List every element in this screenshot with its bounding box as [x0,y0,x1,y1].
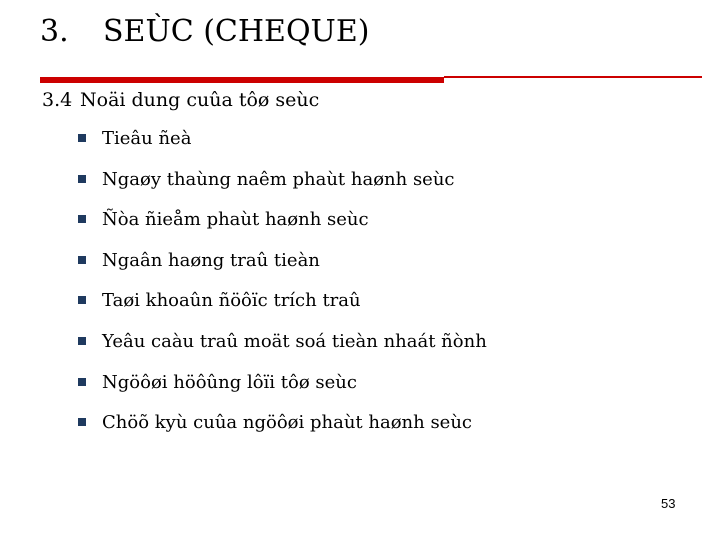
bullet-list [78,126,487,451]
square-bullet-icon [78,215,86,223]
bullet-text: Ñòa ñieåm phaùt haønh seùc [102,209,369,231]
list-item [78,329,487,370]
square-bullet-icon [78,134,86,142]
bullet-text: Ngaân haøng traû tieàn [102,249,320,271]
list-item [78,126,487,167]
square-bullet-icon [78,175,86,183]
list-item [78,248,487,289]
square-bullet-icon [78,296,86,304]
list-item [78,167,487,208]
page-number: 53 [661,496,676,511]
bullet-text: Tieâu ñeà [102,128,192,149]
bullet-text: Yeâu caàu traû moät soá tieàn nhaát ñònh [102,330,487,352]
bullet-text: Taøi khoaûn ñöôïc trích traû [102,290,361,312]
title-underline-thick [40,77,444,83]
list-item [78,288,487,329]
section-heading-text: Noäi dung cuûa tôø seùc [80,89,320,111]
bullet-text: Ngöôøi höôûng lôïi tôø seùc [102,371,357,393]
section-heading [42,88,319,112]
bullet-text: Ngaøy thaùng naêm phaùt haønh seùc [102,168,455,190]
title-underline-thin [444,76,702,78]
list-item [78,370,487,411]
square-bullet-icon [78,418,86,426]
square-bullet-icon [78,337,86,345]
list-item [78,410,487,451]
square-bullet-icon [78,378,86,386]
slide-title: SEÙC (CHEQUE) [103,14,370,49]
square-bullet-icon [78,256,86,264]
slide-title-number: 3. [40,14,69,49]
list-item [78,207,487,248]
bullet-text: Chöõ kyù cuûa ngöôøi phaùt haønh seùc [102,412,473,434]
section-number: 3.4 [42,89,73,111]
